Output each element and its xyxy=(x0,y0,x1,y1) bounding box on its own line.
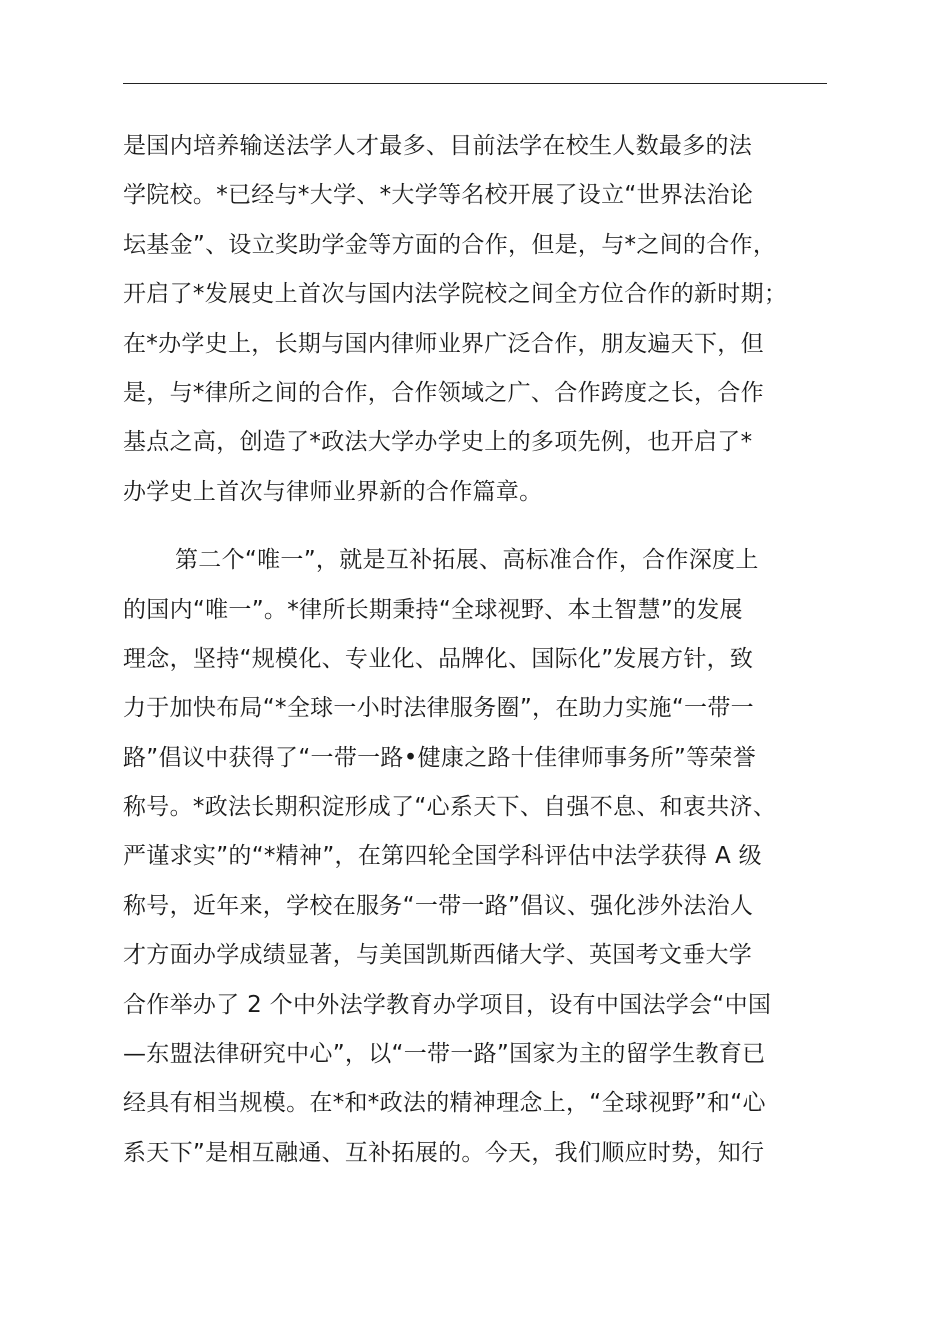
text-line: 开启了*发展史上首次与国内法学院校之间全方位合作的新时期； xyxy=(123,281,788,308)
text-line: 是国内培养输送法学人才最多、目前法学在校生人数最多的法 xyxy=(123,133,753,159)
text-line: 学院校。*已经与*大学、*大学等名校开展了设立“世界法治论 xyxy=(123,182,754,209)
text-line: 办学史上首次与律师业界新的合作篇章。 xyxy=(123,478,543,505)
paragraph-2 xyxy=(123,536,843,1178)
text-line: 路”倡议中获得了“一带一路•健康之路十佳律师事务所”等荣誉 xyxy=(123,744,757,771)
paragraph-gap xyxy=(123,517,843,536)
text-line: 经具有相当规模。在*和*政法的精神理念上，“全球视野”和“心 xyxy=(123,1090,766,1117)
header-rule xyxy=(123,83,827,84)
text-line: 系天下”是相互融通、互补拓展的。今天，我们顺应时势，知行 xyxy=(123,1139,765,1166)
text-line: 是，与*律所之间的合作，合作领域之广、合作跨度之长，合作 xyxy=(123,379,764,406)
text-line: 严谨求实”的“*精神”，在第四轮全国学科评估中法学获得 A 级 xyxy=(123,843,762,870)
document-body xyxy=(123,122,843,1178)
text-line: 合作举办了 2 个中外法学教育办学项目，设有中国法学会“中国 xyxy=(123,991,772,1018)
text-line: 坛基金”、设立奖助学金等方面的合作，但是，与*之间的合作， xyxy=(123,231,777,258)
text-line: 理念，坚持“规模化、专业化、品牌化、国际化”发展方针，致 xyxy=(123,645,754,672)
text-line: —东盟法律研究中心”，以“一带一路”国家为主的留学生教育已 xyxy=(123,1041,766,1068)
text-line: 称号。*政法长期积淀形成了“心系天下、自强不息、和衷共济、 xyxy=(123,794,777,821)
text-line: 力于加快布局“*全球一小时法律服务圈”，在助力实施“一带一 xyxy=(123,695,754,722)
text-line: 称号，近年来，学校在服务“一带一路”倡议、强化涉外法治人 xyxy=(123,892,754,919)
text-line: 第二个“唯一”，就是互补拓展、高标准合作，合作深度上 xyxy=(175,547,759,574)
text-line: 的国内“唯一”。*律所长期秉持“全球视野、本土智慧”的发展 xyxy=(123,596,743,623)
text-line: 基点之高，创造了*政法大学办学史上的多项先例，也开启了* xyxy=(123,429,753,456)
text-line: 才方面办学成绩显著，与美国凯斯西储大学、英国考文垂大学 xyxy=(123,942,753,969)
paragraph-1 xyxy=(123,122,843,517)
text-line: 在*办学史上，长期与国内律师业界广泛合作，朋友遍天下，但 xyxy=(123,330,764,357)
